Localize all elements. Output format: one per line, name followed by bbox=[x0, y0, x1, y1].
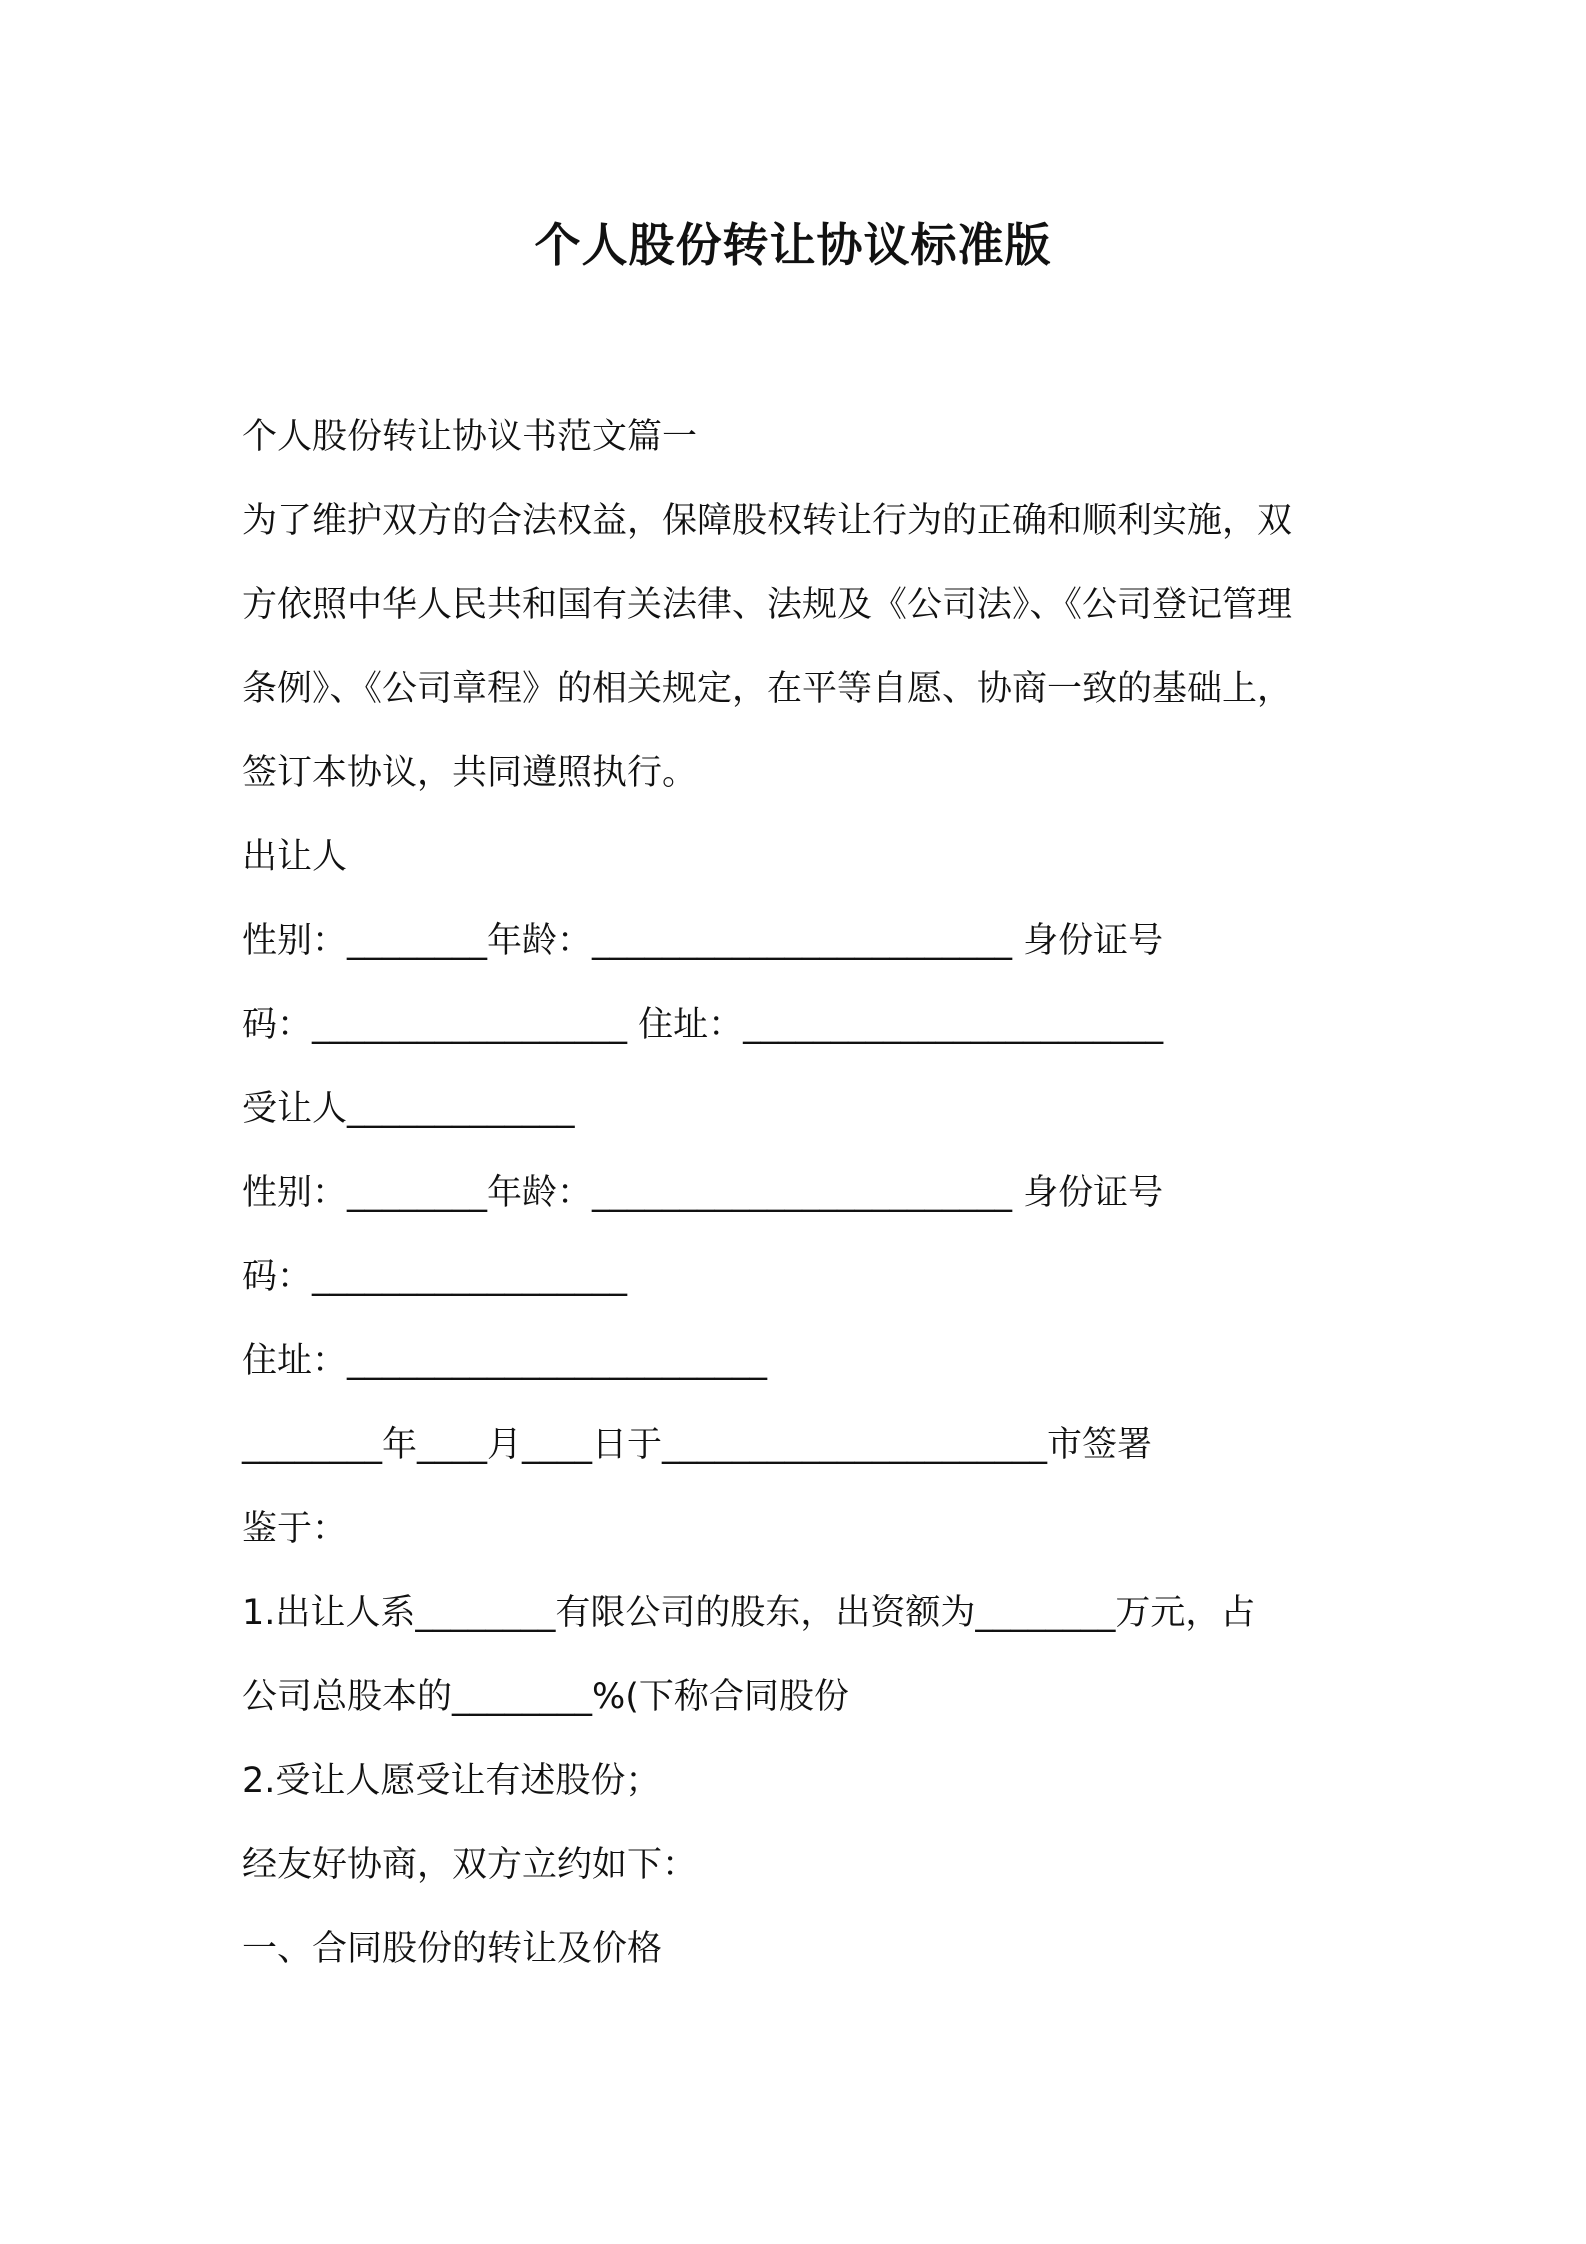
whereas-item: 2.受让人愿受让有述股份； bbox=[242, 1761, 661, 1801]
agreement-intro: 经友好协商，双方立约如下： bbox=[242, 1845, 698, 1885]
transferee-label: 受让人_____________ bbox=[242, 1089, 575, 1129]
paragraph-line: 签订本协议，共同遵照执行。 bbox=[242, 753, 698, 793]
paragraph-line: 方依照中华人民共和国有关法律、法规及《公司法》、《公司登记管理 bbox=[242, 585, 1293, 625]
whereas-item: 公司总股本的________%(下称合同股份 bbox=[242, 1677, 849, 1717]
transferor-info-line: 码：__________________ 住址：________________________ bbox=[242, 1005, 1164, 1045]
document-title: 个人股份转让协议标准版 bbox=[534, 218, 1052, 272]
section-heading: 个人股份转让协议书范文篇一 bbox=[242, 417, 698, 457]
transferee-info-line: 码：__________________ bbox=[242, 1257, 628, 1297]
transferee-info-line: 性别：________年龄：________________________ 身份证号 bbox=[242, 1173, 1164, 1213]
paragraph-line: 条例》、《公司章程》的相关规定，在平等自愿、协商一致的基础上， bbox=[242, 669, 1293, 709]
paragraph-line: 为了维护双方的合法权益，保障股权转让行为的正确和顺利实施，双 bbox=[242, 501, 1293, 541]
whereas-item: 1.出让人系________有限公司的股东，出资额为________万元，占 bbox=[242, 1593, 1256, 1633]
transferor-label: 出让人 bbox=[242, 837, 348, 877]
transferor-info-line: 性别：________年龄：________________________ 身份证号 bbox=[242, 921, 1164, 961]
signing-date-line: ________年____月____日于______________________市签署 bbox=[242, 1425, 1153, 1465]
transferee-info-line: 住址：________________________ bbox=[242, 1341, 768, 1381]
whereas-label: 鉴于： bbox=[242, 1509, 348, 1549]
section-heading: 一、合同股份的转让及价格 bbox=[242, 1929, 663, 1969]
